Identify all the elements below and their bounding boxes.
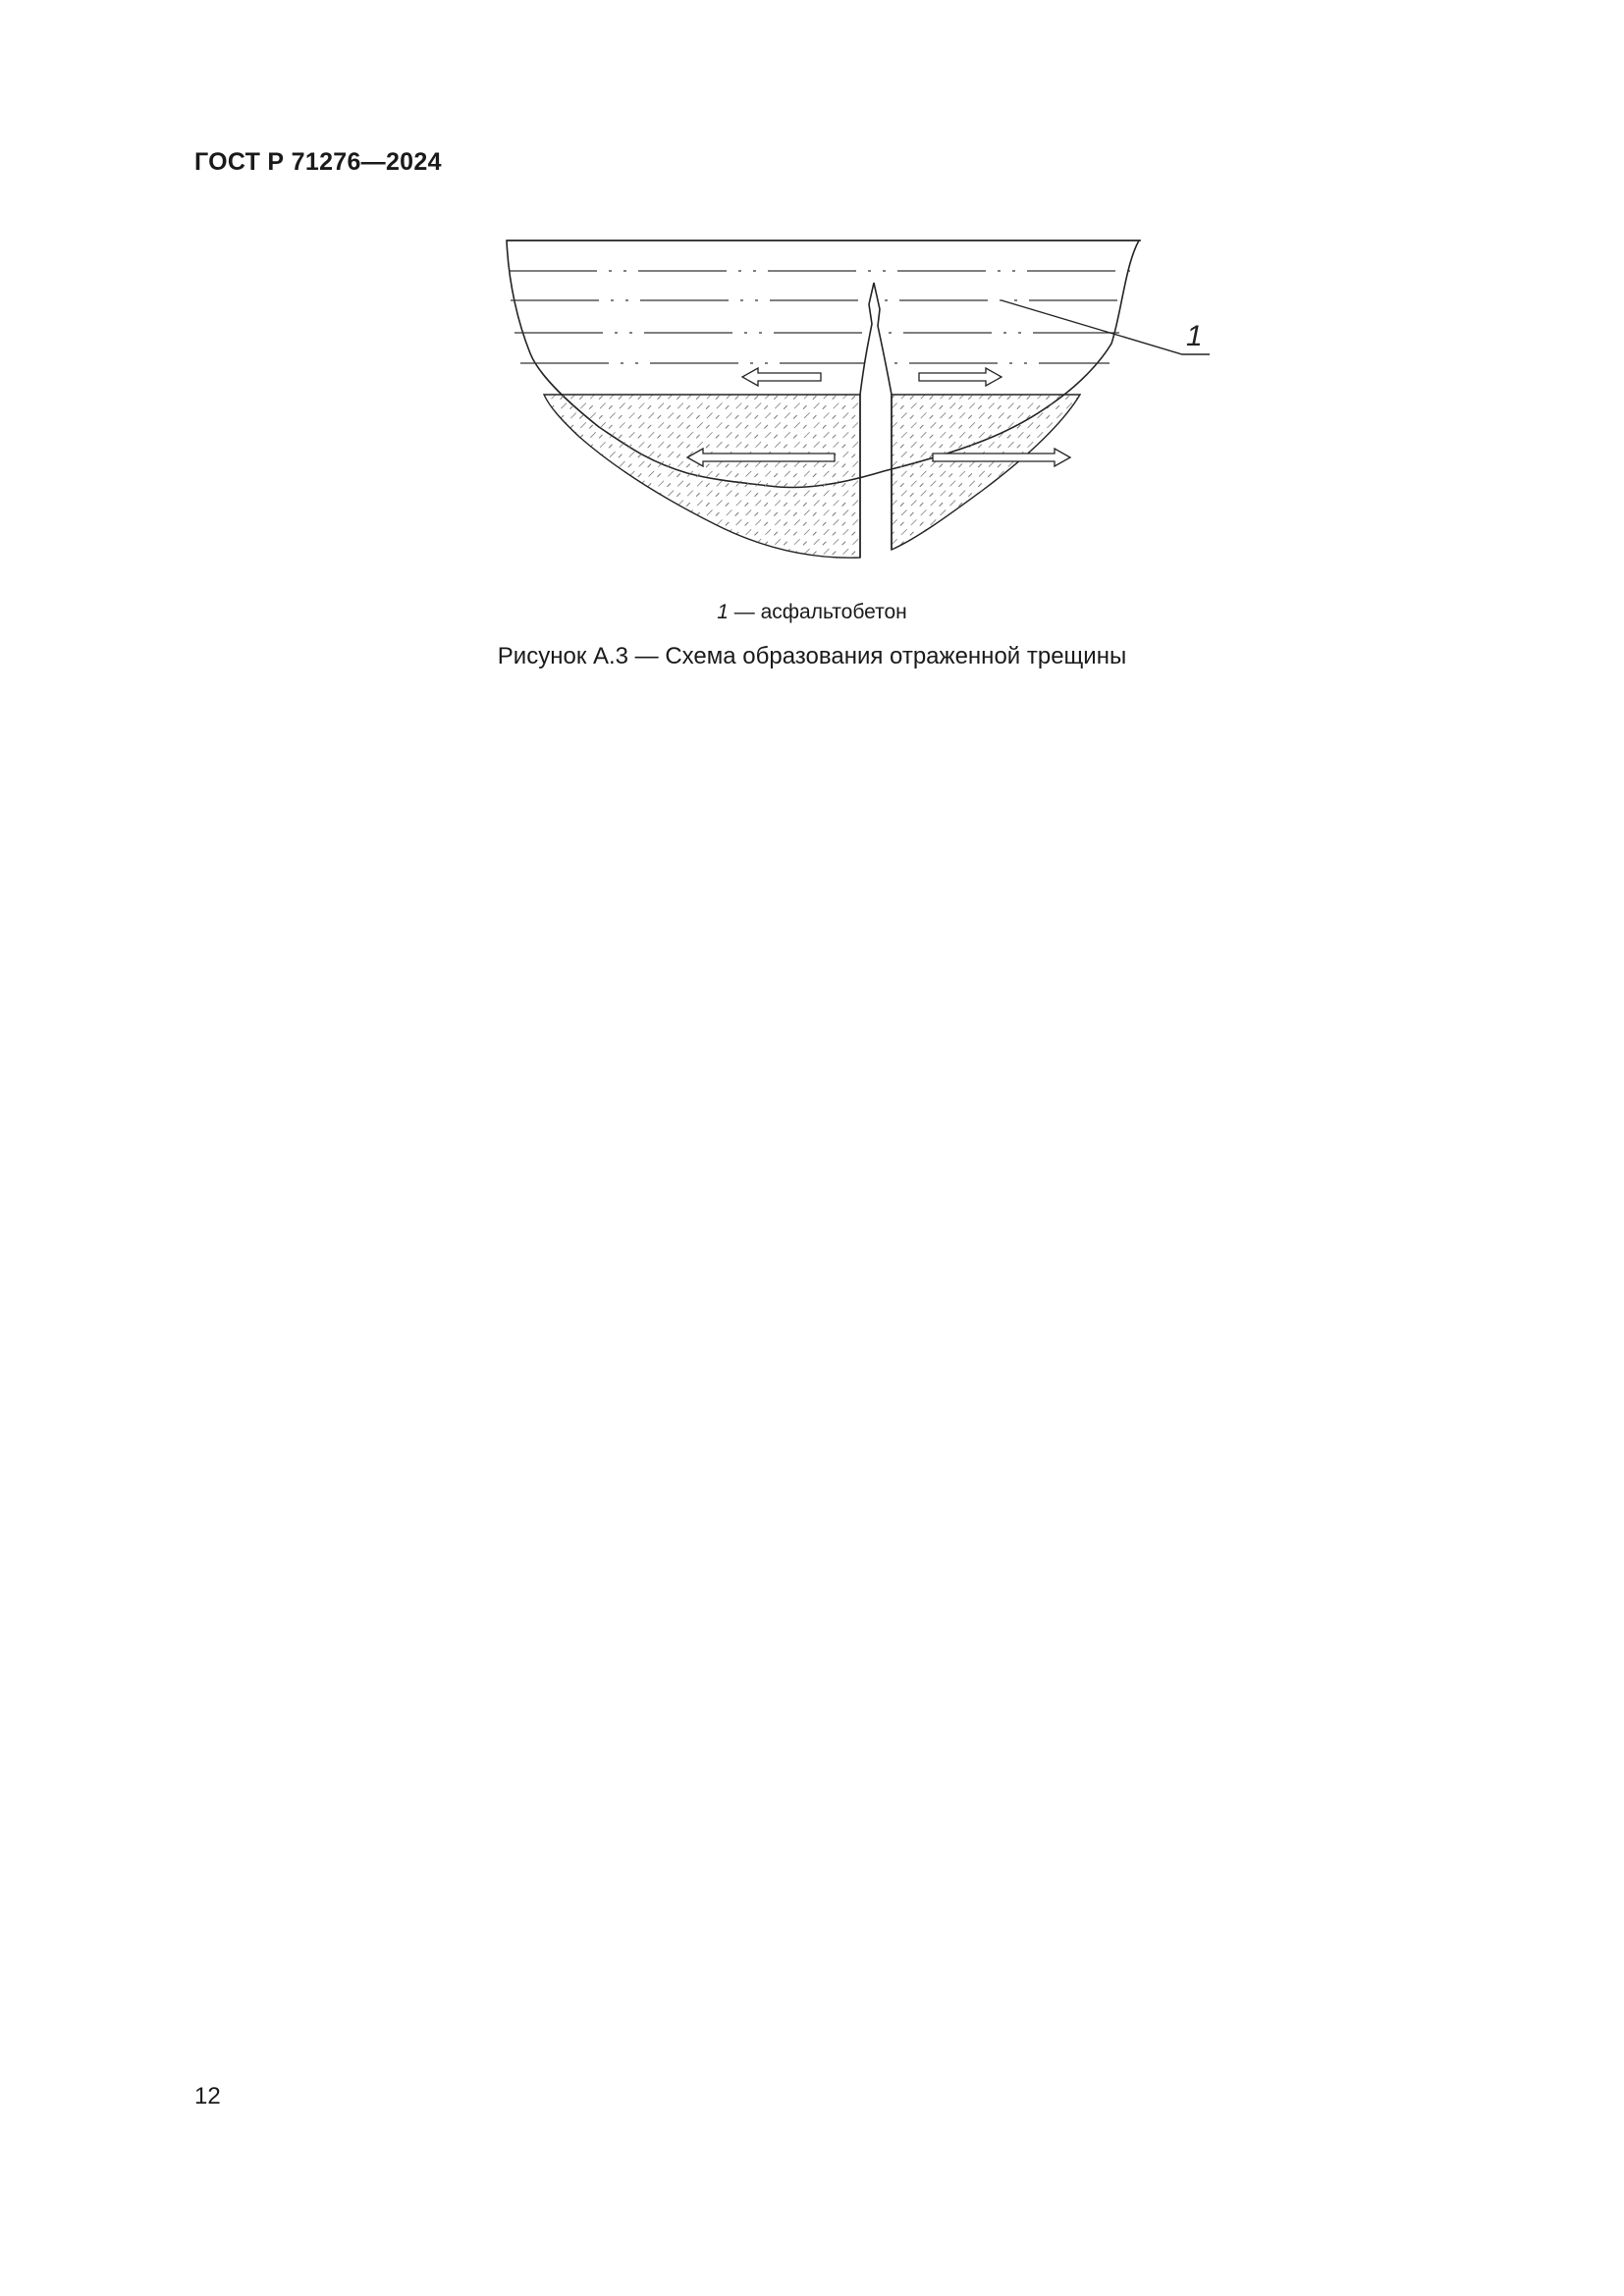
legend-number: 1 (717, 601, 729, 623)
legend-text: асфальтобетон (760, 601, 907, 623)
crack-diagram-figure (471, 226, 1237, 579)
arrow-right-icon (919, 368, 1001, 386)
reflected-crack (860, 283, 892, 395)
legend-separator: — (728, 601, 761, 623)
page-number: 12 (194, 2083, 221, 2109)
callout-number: 1 (1186, 320, 1203, 352)
base-layer-right (892, 395, 1080, 550)
document-header: ГОСТ Р 71276—2024 (194, 148, 442, 176)
figure-legend (0, 601, 1624, 624)
asphalt-layer-lines (509, 271, 1131, 363)
figure-caption: Рисунок А.3 — Схема образования отраженной трещины (497, 643, 1127, 669)
base-layer-left (544, 395, 860, 558)
arrow-left-icon (742, 368, 821, 386)
callout-leader (1001, 300, 1210, 354)
